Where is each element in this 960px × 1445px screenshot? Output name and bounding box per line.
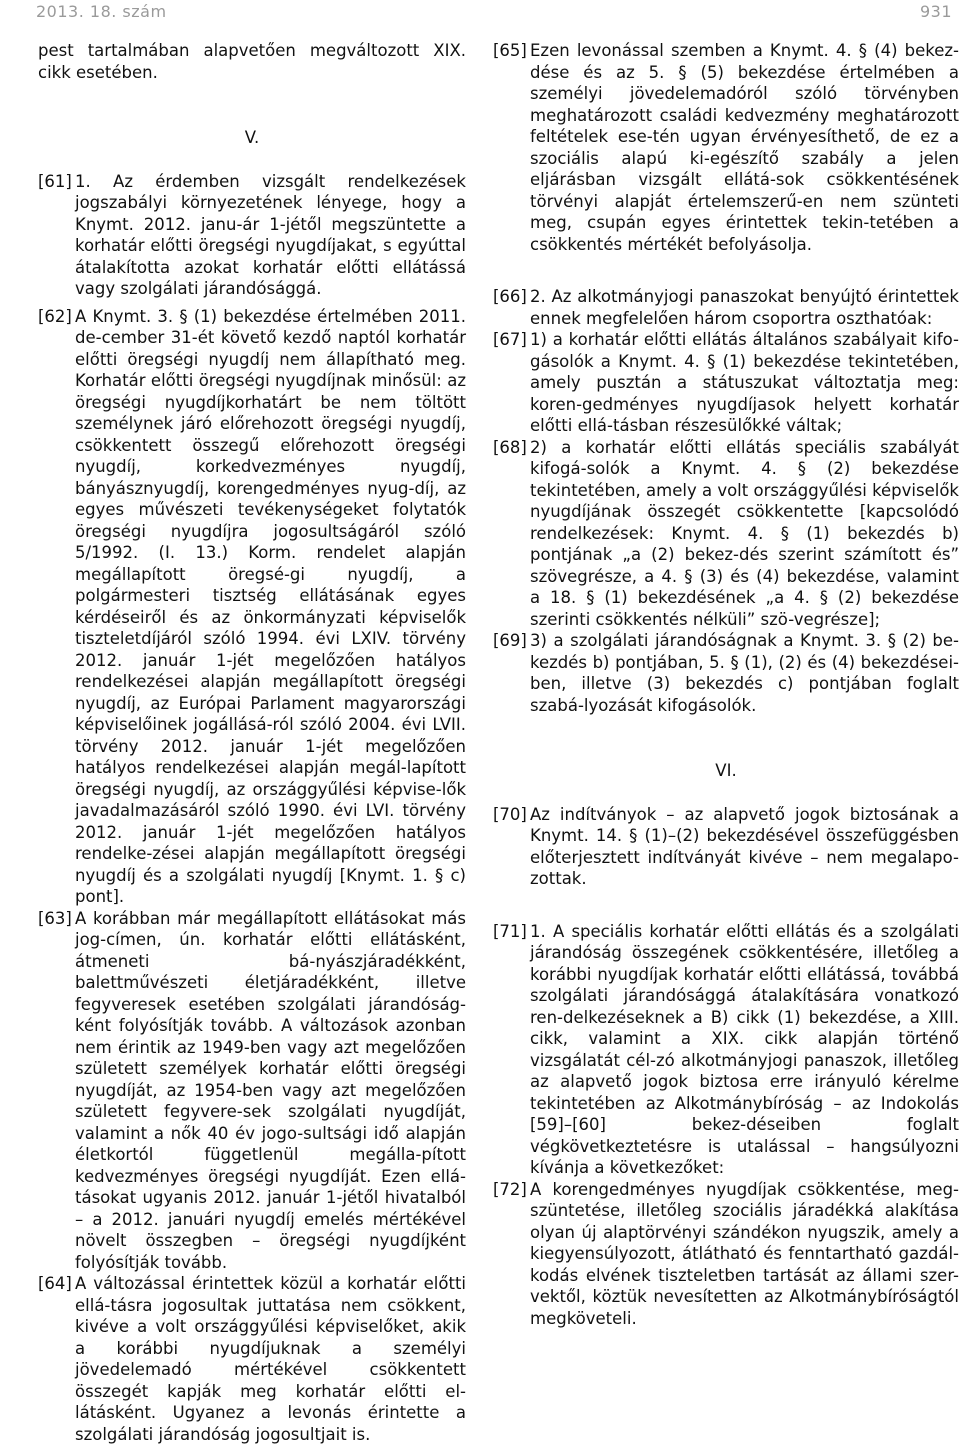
paragraph-64 bbox=[38, 1273, 466, 1445]
paragraph-61 bbox=[38, 171, 466, 300]
paragraph-number: [66] bbox=[493, 287, 527, 306]
paragraph-text: A változással érintettek közül a korhatár előtti ellá-tásra jogosultak juttatása nem csökkent, kivéve a volt országgyűlési képviselőket, akik a korábbi nyugdíjuknak a személyi jövedelemadó mértékével csökkentett összegét kapják meg korhatár előtti el-látásként. Ugyanez a levonás érintette a szolgálati járandóság jogosultjait is. bbox=[75, 1274, 466, 1444]
right-column bbox=[493, 40, 959, 1329]
page-number: 931 bbox=[919, 2, 952, 21]
paragraph-63 bbox=[38, 908, 466, 1274]
paragraph-number: [67] bbox=[493, 330, 527, 349]
paragraph-text: 1. Az érdemben vizsgált rendelkezések jogszabályi környezetének lényege, hogy a Knymt. 2012. janu-ár 1-jétől megszüntette a korhatár előtti öregségi nyugdíjakat, s egyúttal átalakította azokat korhatár előtti ellátássá vagy szolgálati járandósággá. bbox=[75, 171, 466, 298]
paragraph-68 bbox=[493, 437, 959, 631]
paragraph-text: 2. Az alkotmányjogi panaszokat benyújtó érintettek ennek megfelelően három csoportra oszthatóak: bbox=[530, 287, 959, 328]
paragraph-67 bbox=[493, 329, 959, 437]
paragraph-text: A korábban már megállapított ellátásokat más jog-címen, ún. korhatár előtti ellátásként, átmeneti bá-nyászjáradékként, balettművészeti életjáradékként, illetve fegyveresek esetében szolgálati járandóság-ként folyósítják tovább. A változások azonban nem érintik az 1949-ben vagy azt megelőzően született személyek korhatár előtti öregségi nyugdíját, az 1954-ben vagy azt megelőzően született fegyvere-sek szolgálati nyugdíját, valamint a nők 40 év jogo-sultsági idő alapján életkortól függetlenül megálla-pított kedvezményes öregségi nyugdíját. Ezen ellá-tásokat ugyanis 2012. január 1-jétől hivatalból – a 2012. januári nyugdíj emelés mértékével növelt összegben – öregségi nyugdíjként folyósítják tovább. bbox=[75, 908, 466, 1272]
paragraph-69 bbox=[493, 630, 959, 716]
paragraph-number: [63] bbox=[38, 908, 72, 928]
paragraph-text: 2) a korhatár előtti ellátás speciális szabályát kifogá-solók a Knymt. 4. § (2) bekezdése tekintetében, amely a volt országgyűlési képviselők nyugdíjának összegét csökkentette [kapcsolódó rendelkezések: Knymt. 4. § (1) bekezdés b) pontjának „a (2) bekez-dés szerint számított és” szövegrésze, a 4. § (3) és (4) bekezdése, valamint a 18. § (1) bekezdésének „a 4. § (2) bekezdése szerinti csökkentés nélküli” szö-vegrésze]; bbox=[530, 437, 959, 629]
continued-paragraph: pest tartalmában alapvetően megváltozott XIX. cikk esetében. bbox=[38, 41, 466, 82]
paragraph-number: [68] bbox=[493, 437, 527, 457]
section-heading-v: V. bbox=[244, 128, 260, 147]
paragraph-text: 1) a korhatár előtti ellátás általános szabályait kifo-gásolók a Knymt. 4. § (1) bekezdése tekintetében, amely pusztán a státuszukat változtatja meg: koren-gedményes nyugdíjasok helyett korhatár előtti ellá-tásban részesülőkké váltak; bbox=[530, 330, 959, 435]
left-column bbox=[38, 40, 466, 1445]
paragraph-text: A korengedményes nyugdíjak csökkentése, meg-szüntetése, illetőleg szociális járadékká alakítása olyan új alaptörvényi szándékon nyugszik, amely a kiegyensúlyozott, átlátható és fenntartható gazdál-kodás elvének tiszteletben tartását az állami szer-vektől, köztük nevesítetten az Alkotmánybíróságtól megköveteli. bbox=[530, 1179, 959, 1328]
paragraph-71 bbox=[493, 921, 959, 1179]
paragraph-number: [71] bbox=[493, 921, 527, 941]
paragraph-number: [65] bbox=[493, 41, 527, 60]
section-heading-vi: VI. bbox=[715, 761, 737, 780]
paragraph-66 bbox=[493, 286, 959, 329]
paragraph-number: [69] bbox=[493, 631, 527, 650]
paragraph-number: [64] bbox=[38, 1274, 72, 1293]
paragraph-number: [61] bbox=[38, 171, 72, 191]
running-header bbox=[0, 0, 960, 26]
paragraph-text: 1. A speciális korhatár előtti ellátás és a szolgálati járandóság összegének csökkentésére, illetőleg a korábbi nyugdíjak korhatár előtti ellátássá, továbbá szolgálati járandósággá átalakítására vonatkozó ren-delkezéseknek a B) cikk (1) bekezdése, a XIII. cikk, valamint a XIX. cikk alapján történő vizsgálatát cél-zó alkotmányjogi panaszok, illetőleg az alapvető jogok biztosa erre irányuló kérelme tekintetében az Alkotmánybíróság – az Indokolás [59]–[60] bekez-déseiben foglalt végkövetkeztetésre is utalással – hangsúlyozni kívánja a következőket: bbox=[530, 921, 959, 1177]
paragraph-65 bbox=[493, 40, 959, 255]
issue-label: 2013. 18. szám bbox=[36, 2, 167, 21]
paragraph-62 bbox=[38, 306, 466, 908]
paragraph-70 bbox=[493, 804, 959, 890]
paragraph-number: [70] bbox=[493, 804, 527, 824]
paragraph-text: Az indítványok – az alapvető jogok biztosának a Knymt. 14. § (1)–(2) bekezdésével összefüggésben előterjesztett indítványát kivéve – nem megalapo-zottak. bbox=[530, 804, 959, 888]
paragraph-text: 3) a szolgálati járandóságnak a Knymt. 3. § (2) be-kezdés b) pontjában, 5. § (1), (2) és (4) bekezdései-ben, illetve (3) bekezdés c) pontjában foglalt szabá-lyozását kifogásolók. bbox=[530, 631, 959, 715]
paragraph-text: A Knymt. 3. § (1) bekezdése értelmében 2011. de-cember 31-ét követő kezdő naptól korhatár előtti öregségi nyugdíj nem állapítható meg. Korhatár előtti öregségi nyugdíjnak minősül: az öregségi nyugdíjkorhatárt be nem töltött személynek járó előrehozott öregségi nyugdíj, csökkentett összegű előrehozott öregségi nyugdíj, korkedvezményes nyugdíj, bányásznyugdíj, korengedményes nyug-díj, az egyes művészeti tevékenységeket folytatók öregségi nyugdíjra jogosultságáról szóló 5/1992. (I. 13.) Korm. rendelet alapján megállapított öregsé-gi nyugdíj, a polgármesteri tisztség ellátásának egyes kérdéseiről és az önkormányzati képviselők tiszteletdíjáról szóló 1994. évi LXIV. törvény 2012. január 1-jét megelőzően hatályos rendelkezései alapján megállapított öregségi nyugdíj, az Európai Parlament magyarországi képviselőinek jogállásá-ról szóló 2004. évi LVII. törvény 2012. január 1-jét megelőzően hatályos rendelkezései alapján megál-lapított öregségi nyugdíj, az országgyűlési képvise-lők javadalmazásáról szóló 1990. évi LVI. törvény 2012. január 1-jét megelőzően hatályos rendelke-zései alapján megállapított öregségi nyugdíj és a szolgálati nyugdíj [Knymt. 1. § c) pont]. bbox=[75, 306, 466, 906]
paragraph-number: [72] bbox=[493, 1179, 527, 1199]
paragraph-72 bbox=[493, 1179, 959, 1330]
paragraph-text: Ezen levonással szemben a Knymt. 4. § (4) bekez-dése és az 5. § (5) bekezdése értelmében a személyi jövedelemadóról szóló törvényben meghatározott családi kedvezmény meghatározott feltételek ese-tén ugyan érvényesíthető, de ez a szociális alapú ki-egészítő szabály a jelen eljárásban vizsgált ellátá-sok csökkentésének törvényi alapját értelemszerű-en nem szünteti meg, csupán egyes érintettek tekin-tetében a csökkentés mértékét befolyásolja. bbox=[530, 41, 959, 254]
paragraph-number: [62] bbox=[38, 306, 72, 326]
